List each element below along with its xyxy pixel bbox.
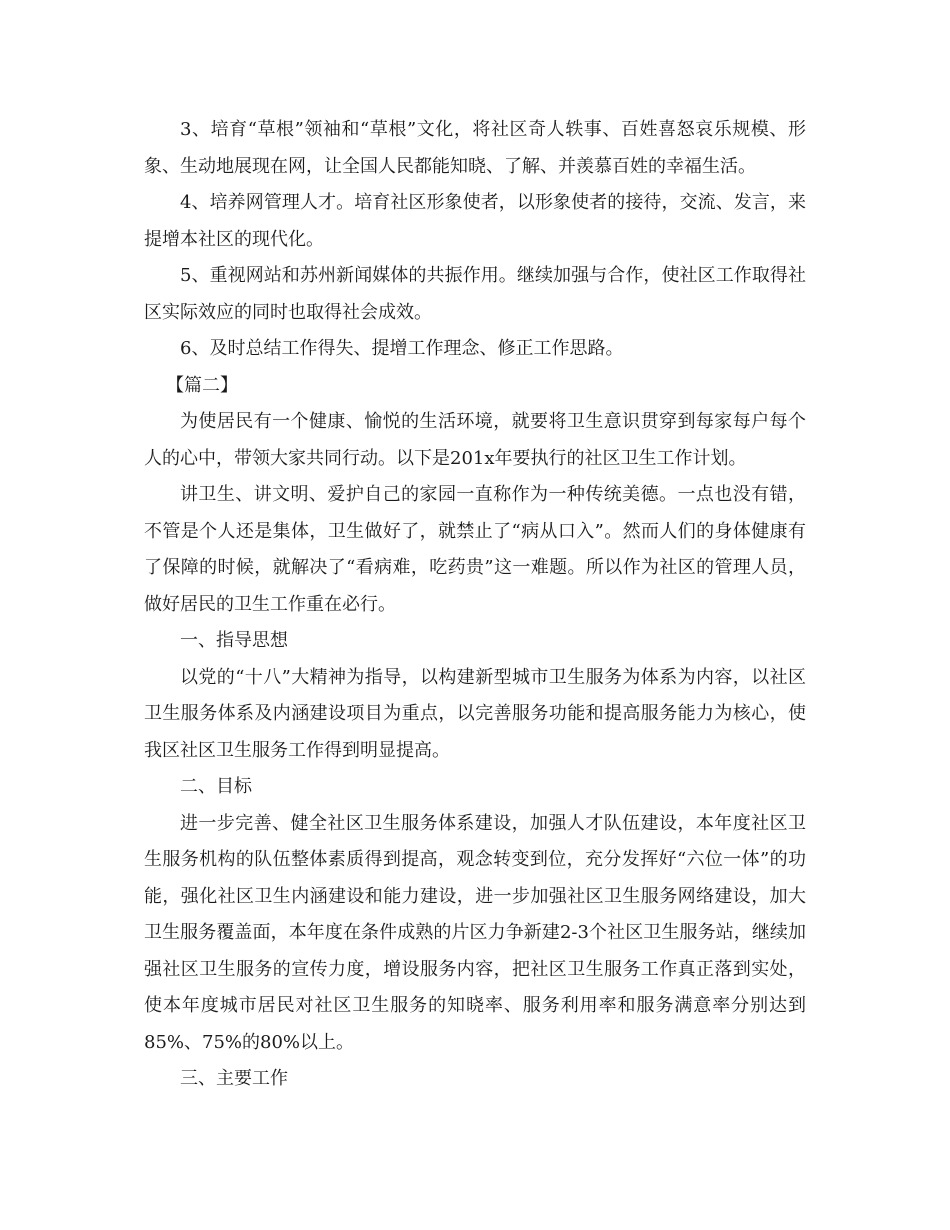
paragraph-item-5: 5、重视网站和苏州新闻媒体的共振作用。继续加强与合作，使社区工作取得社区实际效应的同时也取得社会成效。: [144, 265, 806, 323]
paragraph-item-3: 3、培育“草根”领袖和“草根”文化，将社区奇人轶事、百姓喜怒哀乐规模、形象、生动地展现在网，让全国人民都能知晓、了解、并羡慕百姓的幸福生活。: [144, 119, 806, 177]
section-heading-goals: 二、目标: [180, 776, 252, 797]
paragraph-goals: 进一步完善、健全社区卫生服务体系建设，加强人才队伍建设，本年度社区卫生服务机构的队伍整体素质得到提高，观念转变到位，充分发挥好“六位一体”的功能，强化社区卫生内涵建设和能力建设，进一步加强社区卫生服务网络建设，加大卫生服务覆盖面，本年度在条件成熟的片区力争新建2-3个社区卫生服务站，继续加强社区卫生服务的宣传力度，增设服务内容，把社区卫生服务工作真正落到实处，使本年度城市居民对社区卫生服务的知晓率、服务利用率和服务满意率分别达到85%、75%的80%以上。: [144, 812, 806, 1053]
paragraph-guiding-ideology: 以党的“十八”大精神为指导，以构建新型城市卫生服务为体系为内容，以社区卫生服务体系及内涵建设项目为重点，以完善服务功能和提高服务能力为核心，使我区社区卫生服务工作得到明显提高。: [144, 666, 806, 761]
paragraph-background: 讲卫生、讲文明、爱护自己的家园一直称作为一种传统美德。一点也没有错，不管是个人还是集体，卫生做好了，就禁止了“病从口入”。然而人们的身体健康有了保障的时候，就解决了“看病难，吃药贵”这一难题。所以作为社区的管理人员，做好居民的卫生工作重在必行。: [144, 484, 806, 615]
document-body: [144, 112, 806, 1098]
section-heading-main-work: 三、主要工作: [180, 1068, 288, 1089]
paragraph-item-6: 6、及时总结工作得失、提增工作理念、修正工作思路。: [180, 338, 624, 359]
paragraph-item-4: 4、培养网管理人才。培育社区形象使者，以形象使者的接待，交流、发言，来提增本社区的现代化。: [144, 192, 806, 250]
section-heading-part-two: 【篇二】: [166, 374, 238, 396]
section-heading-guiding-ideology: 一、指导思想: [180, 630, 288, 651]
paragraph-intro: 为使居民有一个健康、愉悦的生活环境，就要将卫生意识贯穿到每家每户每个人的心中，带领大家共同行动。以下是201x年要执行的社区卫生工作计划。: [144, 411, 806, 469]
